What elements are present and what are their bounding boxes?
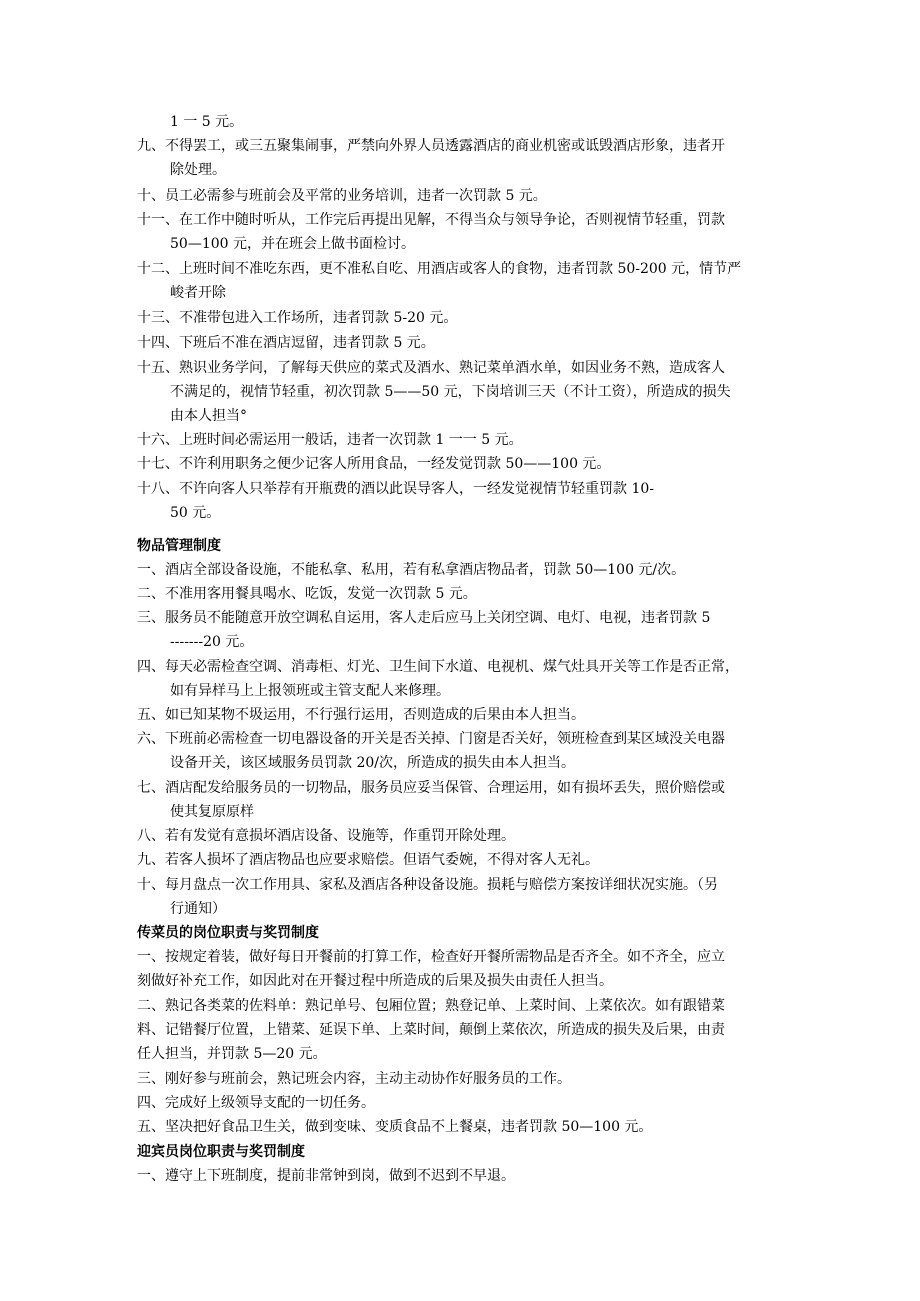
text-line: 50 元。: [170, 505, 221, 521]
text-line: 八、若有发觉有意损坏酒店设备、设施等，作重罚开除处理。: [137, 828, 515, 844]
text-line: 四、完成好上级领导支配的一切任务。: [137, 1095, 375, 1111]
text-line: 一、遵守上下班制度，提前非常钟到岗，做到不迟到不早退。: [137, 1168, 515, 1184]
text-line: 九、不得罢工，或三五聚集闹事，严禁向外界人员透露酒店的商业机密或诋毁酒店形象，违者开: [137, 138, 725, 154]
text-line: 除处理。: [170, 162, 226, 178]
text-line: 如有异样马上上报领班或主管支配人来修理。: [170, 683, 450, 699]
text-line: 料、记错餐厅位置，上错菜、延误下单、上菜时间，颠倒上菜依次，所造成的损失及后果，由责: [137, 1022, 725, 1038]
text-line: 任人担当，并罚款 5—20 元。: [137, 1046, 327, 1062]
text-line: 设备开关，该区域服务员罚款 20/次，所造成的损失由本人担当。: [170, 755, 575, 771]
text-line: 刻做好补充工作，如因此对在开餐过程中所造成的后果及损失由责任人担当。: [137, 973, 613, 989]
text-line: 峻者开除: [170, 285, 226, 301]
text-line: 十三、不准带包进入工作场所，违者罚款 5-20 元。: [137, 310, 458, 326]
text-line: 十六、上班时间必需运用一般话，违者一次罚款 1 一一 5 元。: [137, 432, 523, 448]
text-line: 一、按规定着装，做好每日开餐前的打算工作，检查好开餐所需物品是否齐全。如不齐全，应立: [137, 949, 725, 965]
section-heading-items: 物品管理制度: [137, 538, 221, 554]
text-line: 十五、熟识业务学问，了解每天供应的菜式及酒水、熟记菜单酒水单，如因业务不熟，造成客人: [137, 360, 725, 376]
text-line: 十二、上班时间不准吃东西，更不准私自吃、用酒店或客人的食物，违者罚款 50-200 元，情节严: [137, 261, 742, 277]
section-heading-greeter: 迎宾员岗位职责与奖罚制度: [137, 1144, 305, 1160]
text-line: 十一、在工作中随时听从，工作完后再提出见解，不得当众与领导争论，否则视情节轻重，罚款: [137, 212, 725, 228]
text-line: 十四、下班后不准在酒店逗留，违者罚款 5 元。: [137, 335, 435, 351]
text-line: 六、下班前必需检查一切电器设备的开关是否关掉、门窗是否关好，领班检查到某区域没关电器: [137, 731, 725, 747]
text-line: 二、熟记各类菜的佐料单：熟记单号、包厢位置；熟登记单、上菜时间、上菜依次。如有跟错菜: [137, 998, 725, 1014]
text-line: 五、如已知某物不圾运用，不行强行运用，否则造成的后果由本人担当。: [137, 707, 585, 723]
text-line: 使其复原原样: [170, 804, 254, 820]
text-line: 一、酒店全部设备设施，不能私拿、私用，若有私拿酒店物品者，罚款 50—100 元/次。: [137, 562, 686, 578]
text-line: 二、不准用客用餐具喝水、吃饭，发觉一次罚款 5 元。: [137, 586, 477, 602]
text-line: 由本人担当°: [170, 408, 247, 424]
text-line: 三、服务员不能随意开放空调私自运用，客人走后应马上关闭空调、电灯、电视，违者罚款 5: [137, 610, 711, 626]
section-heading-runner: 传菜员的岗位职责与奖罚制度: [137, 925, 319, 941]
text-line: 十、每月盘点一次工作用具、家私及酒店各种设备设施。损耗与赔偿方案按详细状况实施。（另: [137, 877, 718, 893]
text-line: 不满足的，视情节轻重，初次罚款 5——50 元，下岗培训三天（不计工资），所造成的损失: [170, 384, 731, 400]
text-line: 十、员工必需参与班前会及平常的业务培训，违者一次罚款 5 元。: [137, 188, 547, 204]
text-line: 50—100 元，并在班会上做书面检讨。: [170, 236, 415, 252]
text-line: 五、坚决把好食品卫生关，做到变味、变质食品不上餐桌，违者罚款 50—100 元。: [137, 1119, 653, 1135]
text-line: 行通知）: [170, 901, 226, 917]
text-line: -------20 元。: [170, 634, 254, 650]
text-line: 三、刚好参与班前会，熟记班会内容，主动主动协作好服务员的工作。: [137, 1071, 571, 1087]
text-line: 1 一 5 元。: [170, 114, 244, 130]
text-line: 七、酒店配发给服务员的一切物品，服务员应妥当保管、合理运用，如有损坏丢失，照价赔偿或: [137, 780, 725, 796]
text-line: 十八、不许向客人只举荐有开瓶费的酒以此误导客人，一经发觉视情节轻重罚款 10-: [137, 481, 654, 497]
text-line: 九、若客人损坏了酒店物品也应要求赔偿。但语气委婉，不得对客人无礼。: [137, 852, 599, 868]
text-line: 四、每天必需检查空调、消毒柜、灯光、卫生间下水道、电视机、煤气灶具开关等工作是否正常，: [137, 659, 739, 675]
text-line: 十七、不许利用职务之便少记客人所用食品，一经发觉罚款 50——100 元。: [137, 456, 611, 472]
